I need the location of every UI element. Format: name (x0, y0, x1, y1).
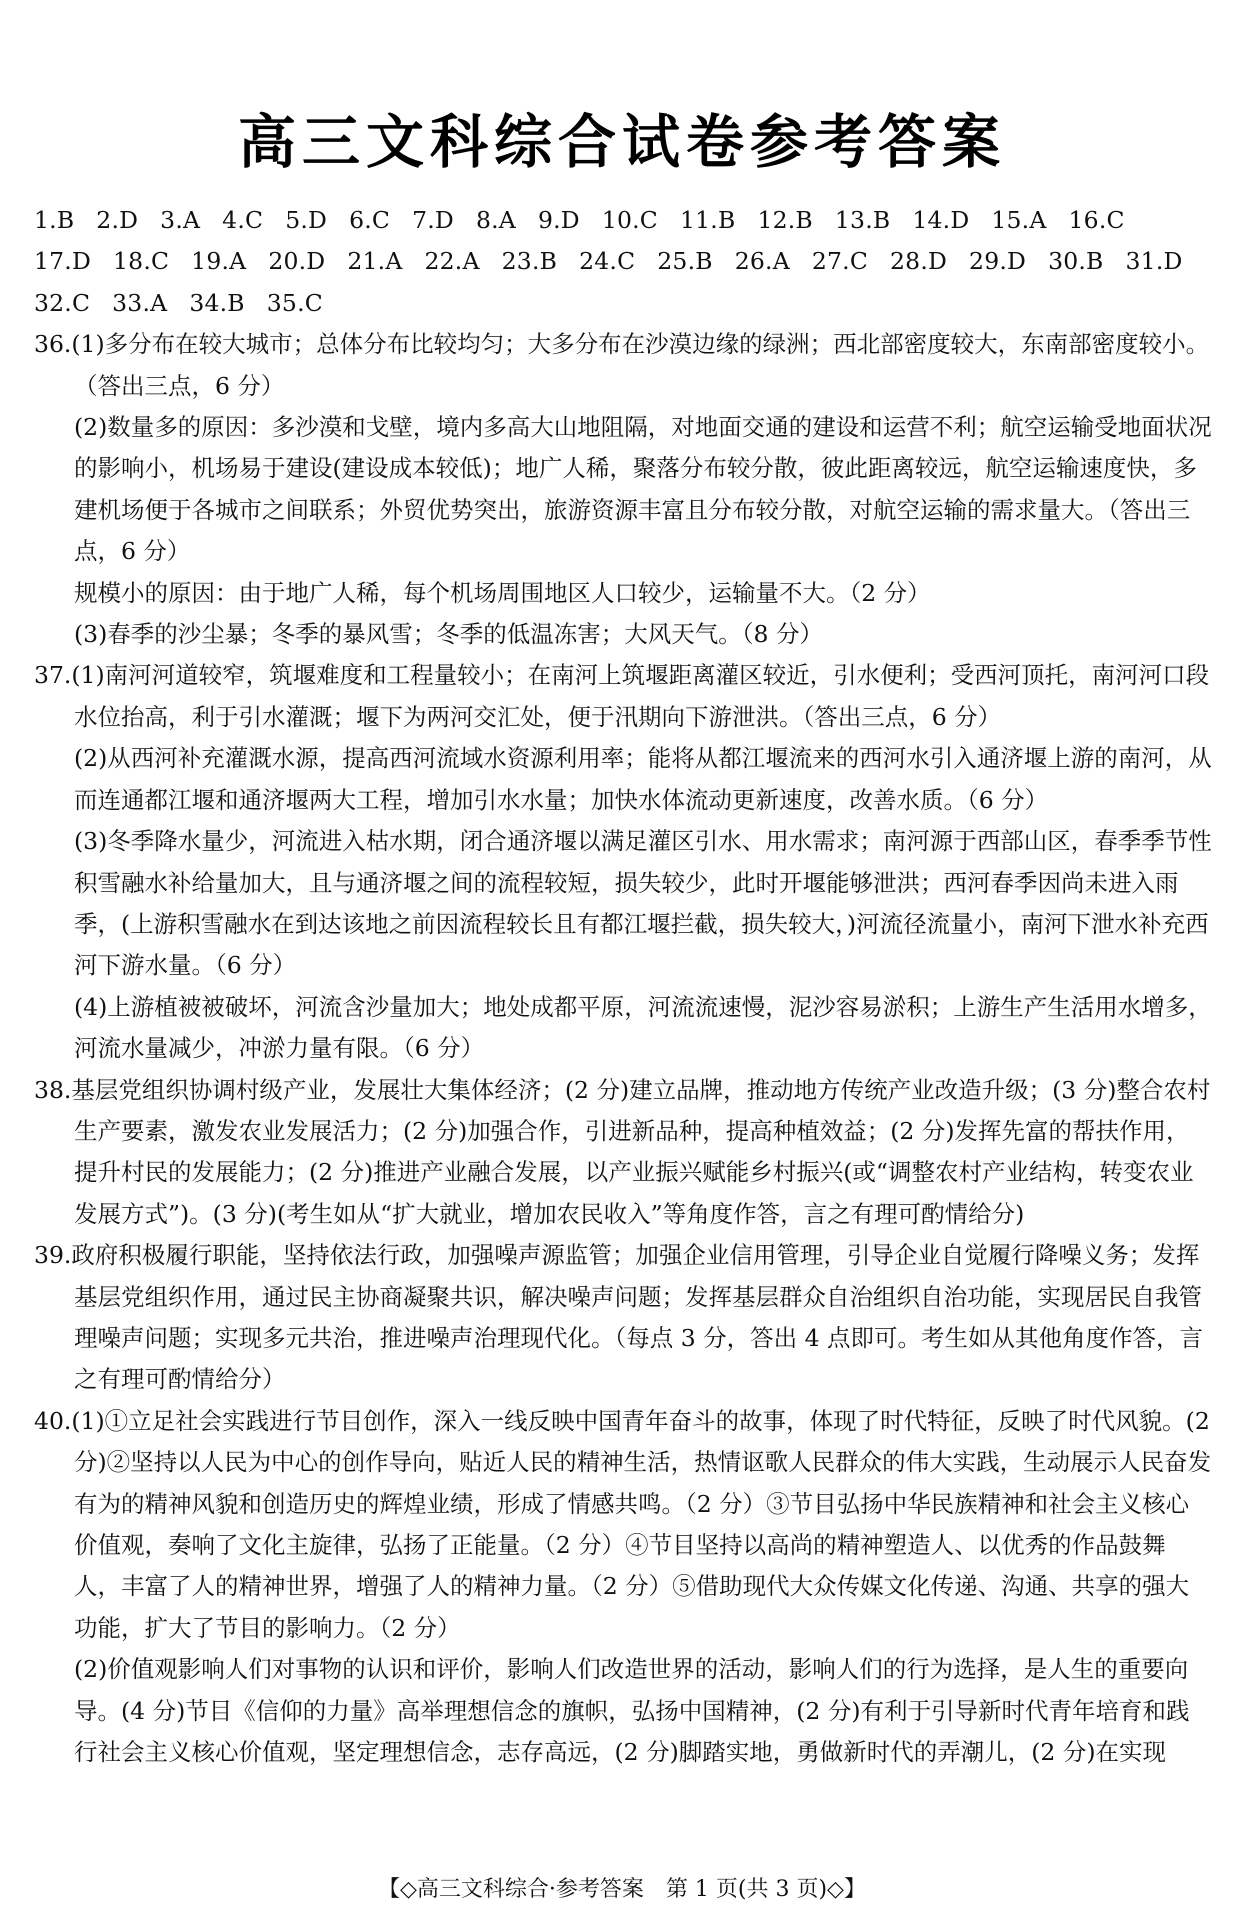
mc-answer: 11.B (679, 206, 736, 234)
mc-answer: 10.C (601, 206, 658, 234)
question-38 (34, 1070, 1212, 1236)
q40-part1: 40.(1)①立足社会实践进行节目创作，深入一线反映中国青年奋斗的故事，体现了时代特征，反映了时代风貌。(2 分)②坚持以人民为中心的创作导向，贴近人民的精神生活，热情讴歌人民群众的伟大实践，生动展示人民奋发有为的精神风貌和创造历史的辉煌业绩，形成了情感共鸣。（2 分）③节目弘扬中华民族精神和社会主义核心价值观，奏响了文化主旋律，弘扬了正能量。（2 分）④节目坚持以高尚的精神塑造人、以优秀的作品鼓舞人，丰富了人的精神世界，增强了人的精神力量。（2 分）⑤借助现代大众传媒文化传递、沟通、共享的强大功能，扩大了节目的影响力。（2 分） (34, 1406, 1212, 1642)
mc-answer: 1.B (34, 206, 75, 234)
q36-part1: 36.(1)多分布在较大城市；总体分布比较均匀；大多分布在沙漠边缘的绿洲；西北部密度较大，东南部密度较小。（答出三点，6 分） (34, 330, 1210, 400)
mc-answer: 33.A (112, 288, 168, 317)
mc-answer: 9.D (537, 206, 580, 234)
q36-part2-scale: 规模小的原因：由于地广人稀，每个机场周围地区人口较少，运输量不大。（2 分） (74, 578, 931, 607)
mc-answer: 14.D (912, 206, 970, 234)
mc-answer: 8.A (475, 206, 516, 234)
mc-answer: 5.D (285, 206, 328, 234)
mc-answer: 29.D (969, 247, 1027, 276)
question-39 (34, 1235, 1212, 1401)
mc-answer: 30.B (1048, 247, 1104, 276)
mc-answer: 25.B (657, 247, 713, 276)
q36-part2: (2)数量多的原因：多沙漠和戈壁，境内多高大山地阻隔，对地面交通的建设和运营不利；航空运输受地面状况的影响小，机场易于建设(建设成本较低)；地广人稀，聚落分布较分散，彼此距离较远，航空运输速度快，多建机场便于各城市之间联系；外贸优势突出，旅游资源丰富且分布较分散，对航空运输的需求量大。（答出三点，6 分） (74, 413, 1212, 566)
q37-part3: (3)冬季降水量少，河流进入枯水期，闭合通济堰以满足灌区引水、用水需求；南河源于西部山区，春季季节性积雪融水补给量加大，且与通济堰之间的流程较短，损失较少，此时开堰能够泄洪；西河春季因尚未进入雨季，(上游积雪融水在到达该地之前因流程较长且有都江堰拦截，损失较大，)河流径流量小，南河下泄水补充西河下游水量。（6 分） (74, 827, 1212, 980)
mc-answer: 34.B (189, 288, 245, 317)
page-footer: 【◇高三文科综合·参考答案 第 1 页(共 3 页)◇】 (378, 1877, 866, 1902)
mc-answer: 24.C (579, 247, 636, 276)
mc-answer: 17.D (34, 247, 92, 276)
mc-answer: 16.C (1068, 206, 1125, 234)
question-37 (34, 655, 1212, 1069)
mc-answers-row-3 (34, 283, 1212, 324)
mc-answer: 12.B (757, 206, 813, 234)
mc-answer: 21.A (347, 247, 403, 276)
question-36 (34, 324, 1212, 655)
mc-answer: 7.D (412, 206, 454, 234)
q37-part1: 37.(1)南河河道较窄，筑堰难度和工程量较小；在南河上筑堰距离灌区较近，引水便利；受西河顶托，南河河口段水位抬高，利于引水灌溉；堰下为两河交汇处，便于汛期向下游泄洪。（答出三点，6 分） (34, 661, 1210, 731)
mc-answer: 26.A (734, 247, 790, 276)
mc-answer: 18.C (113, 247, 170, 276)
mc-answers-row-2 (34, 241, 1212, 282)
mc-answer: 35.C (266, 288, 323, 317)
mc-answer: 4.C (222, 206, 264, 234)
mc-answer: 32.C (34, 288, 91, 317)
q36-part3: (3)春季的沙尘暴；冬季的暴风雪；冬季的低温冻害；大风天气。（8 分） (74, 620, 823, 649)
mc-answer: 23.B (501, 247, 558, 276)
mc-answer: 28.D (890, 247, 948, 276)
mc-answer: 3.A (160, 206, 201, 234)
mc-answer: 22.A (424, 247, 480, 276)
q37-part2: (2)从西河补充灌溉水源，提高西河流域水资源利用率；能将从都江堰流来的西河水引入通济堰上游的南河，从而连通都江堰和通济堰两大工程，增加引水水量；加快水体流动更新速度，改善水质。（6 分） (74, 744, 1212, 814)
q39-answer: 39.政府积极履行职能，坚持依法行政，加强噪声源监管；加强企业信用管理，引导企业自觉履行降噪义务；发挥基层党组织作用，通过民主协商凝聚共识，解决噪声问题；发挥基层群众自治组织自治功能，实现居民自我管理噪声问题；实现多元共治，推进噪声治理现代化。（每点 3 分，答出 4 点即可。考生如从其他角度作答，言之有理可酌情给分） (34, 1241, 1204, 1394)
mc-answer: 2.D (96, 206, 139, 234)
q38-answer: 38.基层党组织协调村级产业，发展壮大集体经济；(2 分)建立品牌，推动地方传统产业改造升级；(3 分)整合农村生产要素，激发农业发展活力；(2 分)加强合作，引进新品种，提高种植效益；(2 分)发挥先富的帮扶作用，提升村民的发展能力；(2 分)推进产业融合发展，以产业振兴赋能乡村振兴(或“调整农村产业结构，转变农业发展方式”)。(3 分)(考生如从“扩大就业，增加农民收入”等角度作答，言之有理可酌情给分) (34, 1075, 1211, 1228)
mc-answer: 20.D (268, 247, 326, 276)
q37-part4: (4)上游植被被破坏，河流含沙量加大；地处成都平原，河流流速慢，泥沙容易淤积；上游生产生活用水增多，河流水量减少，冲淤力量有限。（6 分） (74, 992, 1212, 1063)
q40-part2: (2)价值观影响人们对事物的认识和评价，影响人们改造世界的活动，影响人们的行为选择，是人生的重要向导。(4 分)节目《信仰的力量》高举理想信念的旗帜，弘扬中国精神，(2 分)有利于引导新时代青年培育和践行社会主义核心价值观，坚定理想信念，志存高远，(2 分)脚踏实地，勇做新时代的弄潮儿，(2 分)在实现 (74, 1655, 1190, 1767)
mc-answer: 31.D (1125, 247, 1183, 276)
mc-answer: 19.A (191, 247, 247, 276)
page-title: 高三文科综合试卷参考答案 (237, 108, 1006, 176)
mc-answer: 13.B (834, 206, 891, 234)
mc-answers-row-1 (34, 200, 1212, 241)
mc-answer: 15.A (991, 206, 1047, 234)
mc-answer: 27.C (811, 247, 869, 276)
mc-answer: 6.C (349, 206, 391, 234)
answer-body (34, 200, 1212, 1773)
question-40 (34, 1401, 1212, 1774)
